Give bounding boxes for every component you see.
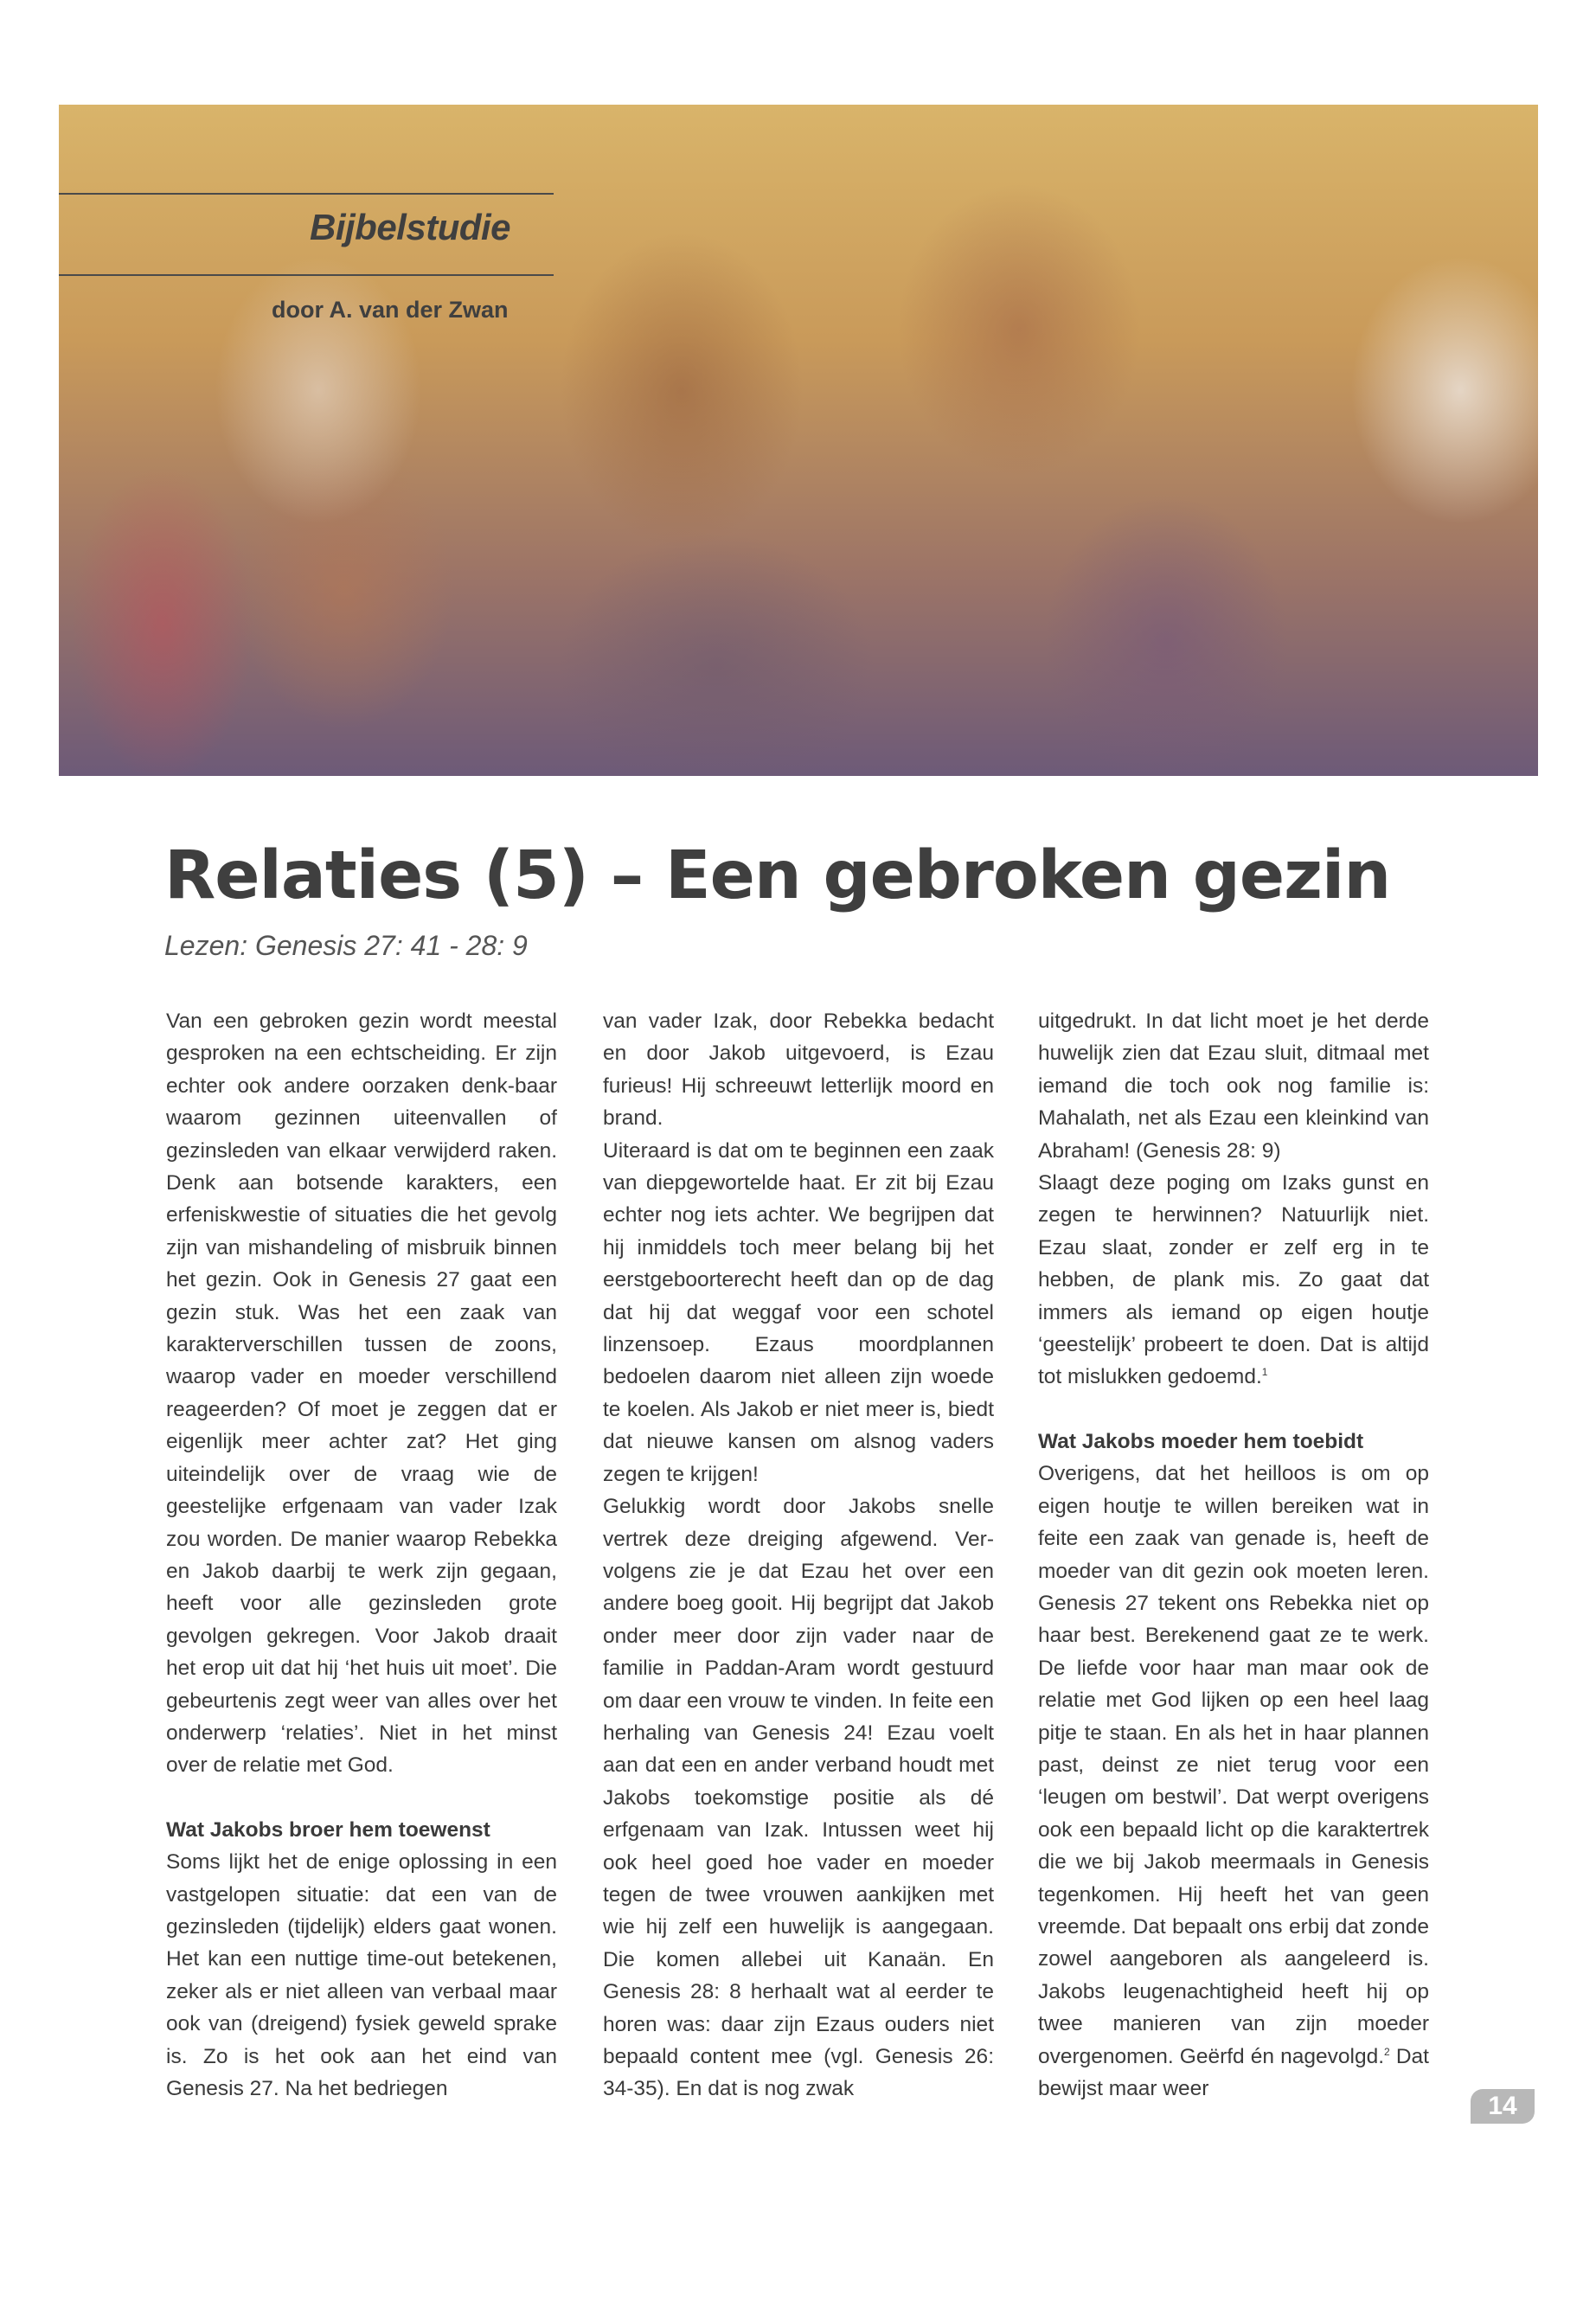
article-title: Relaties (5) – Een gebroken gezin: [164, 837, 1391, 914]
author-label: door A. van der Zwan: [272, 297, 509, 323]
paragraph: Uiteraard is dat om te beginnen een zaak van diepgewortelde haat. Er zit bij Ezau echter nog iets achter. We begrijpen dat hij inmiddels toch meer belang bij het eerstgeboorterecht heeft dan op de dag dat hij dat weggaf voor een schotel linzensoep. Ezaus moordplannen bedoelen daarom niet alleen zijn woede te koelen. Als Jakob er niet meer is, biedt dat nieuwe kansen om alsnog vaders zegen te krijgen!: [603, 1138, 994, 1486]
footnote-ref: 2: [1384, 2045, 1390, 2058]
footnote-ref: 1: [1261, 1366, 1268, 1379]
article-subtitle: Lezen: Genesis 27: 41 - 28: 9: [164, 930, 528, 961]
section-heading: Wat Jakobs moeder hem toebidt: [1038, 1429, 1364, 1453]
hero-top-rule: [59, 193, 554, 195]
text-column-3: [1038, 1005, 1429, 2105]
paragraph: Soms lijkt het de enige oplossing in een vastgelopen situatie: dat een van de gezinsleden (tijdelijk) elders gaat wonen. Het kan een nuttige time-out betekenen, zeker als er niet alleen van verbaal maar ook van (dreigend) fysiek geweld sprake is. Zo is het ook aan het eind van Genesis 27. Na het bedriegen: [166, 1850, 557, 2100]
paragraph: [1038, 1458, 1429, 2105]
paragraph: Gelukkig wordt door Jakobs snelle vertrek deze dreiging afgewend. Ver-volgens zie je dat Ezau het over een andere boeg gooit. Hij begrijpt dat Jakob onder meer door zijn vader naar de familie in Paddan-Aram wordt gestuurd om daar een vrouw te vinden. In feite een herhaling van Genesis 24! Ezau voelt aan dat een en ander verband houdt met Jakobs toekomstige positie als dé erfgenaam van Izak. Intussen weet hij ook heel goed hoe vader en moeder tegen de twee vrouwen aankijken met wie hij zelf een huwelijk is aangegaan. Die komen allebei uit Kanaän. En Genesis 28: 8 herhaalt wat al eerder te horen was: daar zijn Ezaus ouders niet bepaald content mee (vgl. Genesis 26: 34-35). En dat is nog zwak: [603, 1495, 994, 2101]
paragraph-text: Overigens, dat het heilloos is om op eigen houtje te willen bereiken wat in feite een zaak van genade is, heeft de moeder van dit gezin ook moeten leren. Genesis 27 tekent ons Rebekka niet op haar best. Berekenend gaat ze te werk. De liefde voor haar man maar ook de relatie met God lijken op een heel laag pitje te staan. En als het in haar plannen past, deinst ze niet terug voor een ‘leugen om bestwil’. Dat werpt overigens ook een bepaald licht op die karaktertrek die we bij Jakob meermaals in Genesis tegenkomen. Hij heeft het van geen vreemde. Dat bepaalt ons erbij dat zonde zowel aangeboren als aangeleerd is. Jakobs leugenachtigheid heeft hij op twee manieren van zijn moeder overgenomen. Geërfd én nagevolgd.: [1038, 1462, 1429, 2068]
hero-bottom-rule: [59, 274, 554, 276]
text-column-1: [166, 1005, 557, 2105]
hero-photo: [59, 105, 1538, 776]
paragraph-text: Slaagt deze poging om Izaks gunst en zegen te herwinnen? Natuurlijk niet. Ezau slaat, zonder er zelf erg in te hebben, de plank mis. Zo gaat dat immers als iemand op eigen houtje ‘geestelijk’ probeert te doen. Dat is altijd tot mislukken gedoemd.: [1038, 1171, 1429, 1389]
paragraph: uitgedrukt. In dat licht moet je het derde huwelijk zien dat Ezau sluit, ditmaal met iemand die toch ook nog familie is: Mahalath, net als Ezau een kleinkind van Abraham! (Genesis 28: 9): [1038, 1009, 1429, 1163]
text-column-2: [603, 1005, 994, 2106]
page-number-badge: 14: [1471, 2089, 1535, 2124]
paragraph-text: Dat bewijst maar weer: [1038, 2044, 1429, 2100]
paragraph: [1038, 1167, 1429, 1394]
section-label: Bijbelstudie: [310, 207, 511, 247]
paragraph: Van een gebroken gezin wordt meestal gesproken na een echtscheiding. Er zijn echter ook andere oorzaken denk-baar waarom gezinnen uiteenvallen of gezinsleden van elkaar verwijderd raken. Denk aan botsende karakters, een erfeniskwestie of situaties die het gevolg zijn van mishandeling of misbruik binnen het gezin. Ook in Genesis 27 gaat een gezin stuk. Was het een zaak van karakterverschillen tussen de zoons, waarop vader en moeder verschillend reageerden? Of moet je zeggen dat er eigenlijk meer achter zat? Het ging uiteindelijk over de vraag wie de geestelijke erfgenaam van vader Izak zou worden. De manier waarop Rebekka en Jakob daarbij te werk zijn gegaan, heeft voor alle gezinsleden grote gevolgen gekregen. Voor Jakob draait het erop uit dat hij ‘het huis uit moet’. Die gebeurtenis zegt weer van alles over het onderwerp ‘relaties’. Niet in het minst over de relatie met God.: [166, 1009, 557, 1778]
section-heading: Wat Jakobs broer hem toewenst: [166, 1817, 490, 1842]
paragraph: van vader Izak, door Rebekka bedacht en door Jakob uitgevoerd, is Ezau furieus! Hij schreeuwt letterlijk moord en brand.: [603, 1009, 994, 1131]
